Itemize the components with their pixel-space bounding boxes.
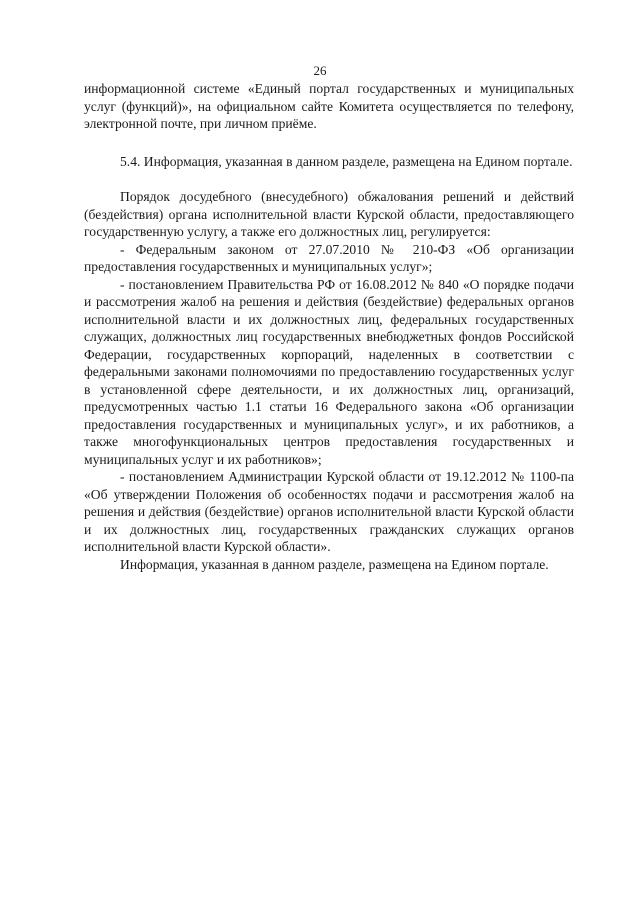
paragraph-section-5-4: 5.4. Информация, указанная в данном разделе, размещена на Едином портале. xyxy=(120,153,573,169)
paragraph-regional-decree: - постановлением Администрации Курской области от 19.12.2012 № 1100-па «Об утверждении Положения об особенностях подачи и рассмотрения жалоб на решения и действия (бездействие) органов исполнительной власти Курской области и их должностных лиц, государственных гражданских служащих органов исполнительной власти Курской области». xyxy=(84,469,574,554)
paragraph-appeal-procedure: Порядок досудебного (внесудебного) обжалования решений и действий (бездействия) органа исполнительной власти Курской области, предоставляющего государственную услугу, а также его должностных лиц, регулируется: xyxy=(84,189,574,239)
paragraph-government-decree: - постановлением Правительства РФ от 16.08.2012 № 840 «О порядке подачи и рассмотрения жалоб на решения и действия (бездействие) федеральных органов исполнительной власти и их должностных лиц, федеральных государственных служащих, должностных лиц государственных внебюджетных фондов Российской Федерации, государственных корпораций, наделенных в соответствии с федеральными законами полномочиями по предоставлению государственных услуг в установленной сфере деятельности, и их должностных лиц, организаций, предусмотренных частью 1.1 статьи 16 Федерального закона «Об организации предоставления государственных и муниципальных услуг», и их работников, а также многофункциональных центров предоставления государственных и муниципальных услуг и их работников»; xyxy=(84,276,574,467)
paragraph-portal-info: Информация, указанная в данном разделе, размещена на Едином портале. xyxy=(120,556,549,572)
paragraph-federal-law: - Федеральным законом от 27.07.2010 № 210-ФЗ «Об организации предоставления государственных и муниципальных услуг»; xyxy=(84,241,574,274)
page-number: 26 xyxy=(313,63,327,78)
document-body xyxy=(84,80,574,573)
paragraph-contact-info: информационной системе «Единый портал государственных и муниципальных услуг (функций)», на официальном сайте Комитета осуществляется по телефону, электронной почте, при личном приёме. xyxy=(84,81,574,131)
